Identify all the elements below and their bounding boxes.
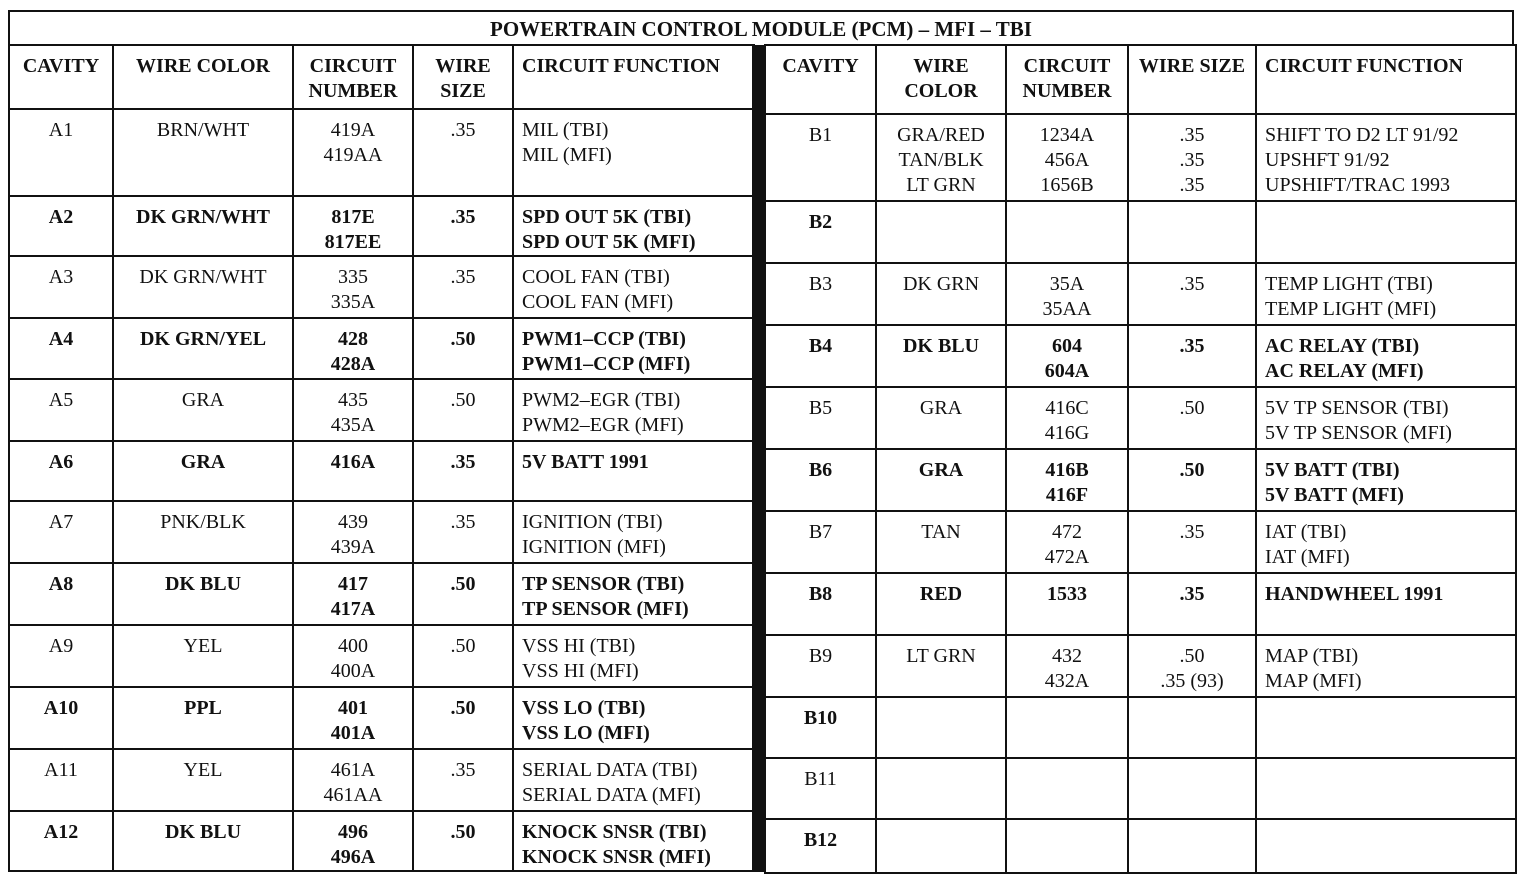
cavity-cell: A7 bbox=[9, 501, 113, 563]
header-circuit-function: CIRCUIT FUNCTION bbox=[1256, 45, 1516, 114]
circuit-number-value: 419AA bbox=[323, 144, 383, 166]
wire-size-cell bbox=[413, 196, 513, 256]
wire-size-value: .50 bbox=[450, 821, 476, 843]
wire-size-cell bbox=[413, 318, 513, 379]
circuit-number-value: 416A bbox=[330, 451, 376, 473]
wire-color-value: PNK/BLK bbox=[160, 511, 246, 533]
wire-size-value: .50 bbox=[1179, 645, 1205, 667]
circuit-number-value: 472A bbox=[1044, 546, 1090, 568]
wire-size-value: .35 bbox=[450, 451, 476, 473]
wire-color-value: GRA bbox=[180, 451, 226, 473]
circuit-number-value: 417 bbox=[338, 573, 368, 595]
cavity-cell: A11 bbox=[9, 749, 113, 811]
table-row bbox=[765, 511, 1516, 573]
circuit-number-value: 35AA bbox=[1042, 298, 1092, 320]
circuit-number-value: 419A bbox=[330, 119, 376, 141]
wire-color-cell bbox=[876, 325, 1006, 387]
wire-color-cell bbox=[876, 449, 1006, 511]
cavity-cell: B7 bbox=[765, 511, 876, 573]
header-cavity: CAVITY bbox=[765, 45, 876, 114]
circuit-function-value: IAT (TBI) bbox=[1265, 521, 1347, 543]
wire-color-cell bbox=[113, 109, 293, 196]
table-row bbox=[9, 563, 754, 625]
wire-size-cell bbox=[413, 687, 513, 749]
circuit-number-value: 417A bbox=[330, 598, 376, 620]
circuit-function-value: TEMP LIGHT (TBI) bbox=[1265, 273, 1433, 295]
circuit-function-value: MIL (MFI) bbox=[522, 144, 612, 166]
circuit-number-value: 1656B bbox=[1040, 174, 1094, 196]
circuit-function-value: AC RELAY (MFI) bbox=[1265, 360, 1424, 382]
circuit-number-value: 439A bbox=[330, 536, 376, 558]
circuit-number-cell bbox=[293, 811, 413, 871]
wire-color-cell bbox=[113, 441, 293, 501]
circuit-function-cell bbox=[1256, 635, 1516, 697]
table-row bbox=[765, 449, 1516, 511]
table-row bbox=[9, 811, 754, 871]
wire-size-cell bbox=[413, 811, 513, 871]
wire-size-value: .35 (93) bbox=[1160, 670, 1224, 692]
circuit-number-cell bbox=[1006, 635, 1128, 697]
wire-size-cell bbox=[413, 256, 513, 318]
circuit-number-value: 461A bbox=[330, 759, 376, 781]
cavity-cell: A2 bbox=[9, 196, 113, 256]
circuit-number-value: 604A bbox=[1044, 360, 1090, 382]
circuit-function-cell bbox=[513, 811, 754, 871]
circuit-function-value: SERIAL DATA (TBI) bbox=[522, 759, 698, 781]
circuit-function-cell bbox=[513, 379, 754, 441]
wire-size-cell bbox=[1128, 697, 1256, 758]
table-row bbox=[9, 109, 754, 196]
circuit-number-value: 435 bbox=[338, 389, 368, 411]
circuit-number-cell bbox=[293, 318, 413, 379]
wire-size-value: .35 bbox=[1179, 521, 1205, 543]
circuit-number-value: 604 bbox=[1052, 335, 1082, 357]
circuit-number-cell bbox=[293, 379, 413, 441]
circuit-function-value: PWM1–CCP (TBI) bbox=[522, 328, 686, 350]
wire-size-value: .35 bbox=[1179, 174, 1205, 196]
cavity-cell: A9 bbox=[9, 625, 113, 687]
circuit-number-cell bbox=[293, 687, 413, 749]
wire-size-cell bbox=[1128, 325, 1256, 387]
header-cavity: CAVITY bbox=[9, 45, 113, 109]
circuit-number-cell bbox=[1006, 263, 1128, 325]
circuit-function-cell bbox=[513, 256, 754, 318]
wire-size-cell bbox=[413, 441, 513, 501]
table-row bbox=[9, 379, 754, 441]
circuit-function-value: SPD OUT 5K (TBI) bbox=[522, 206, 692, 228]
wire-color-value: RED bbox=[919, 583, 963, 605]
wire-color-cell bbox=[113, 749, 293, 811]
wire-color-cell bbox=[113, 256, 293, 318]
circuit-function-value: MIL (TBI) bbox=[522, 119, 609, 141]
wire-size-value: .50 bbox=[450, 635, 476, 657]
wire-size-value: .50 bbox=[450, 389, 476, 411]
circuit-function-cell bbox=[1256, 573, 1516, 635]
circuit-function-value: SHIFT TO D2 LT 91/92 bbox=[1265, 124, 1459, 146]
circuit-number-cell bbox=[293, 501, 413, 563]
table-row bbox=[9, 441, 754, 501]
circuit-number-value: 416F bbox=[1045, 484, 1089, 506]
circuit-function-value: PWM1–CCP (MFI) bbox=[522, 353, 691, 375]
circuit-function-value: SPD OUT 5K (MFI) bbox=[522, 231, 696, 253]
table-row bbox=[765, 819, 1516, 873]
wire-size-cell bbox=[1128, 201, 1256, 263]
circuit-function-value: UPSHFT 91/92 bbox=[1265, 149, 1390, 171]
wire-color-value: DK GRN/WHT bbox=[139, 266, 267, 288]
wire-size-value: .50 bbox=[1179, 459, 1205, 481]
table-row bbox=[765, 114, 1516, 201]
circuit-function-value: PWM2–EGR (TBI) bbox=[522, 389, 681, 411]
circuit-function-value: VSS HI (MFI) bbox=[522, 660, 639, 682]
circuit-function-cell bbox=[1256, 114, 1516, 201]
circuit-function-value: TEMP LIGHT (MFI) bbox=[1265, 298, 1437, 320]
header-circuit-number: CIRCUIT NUMBER bbox=[293, 45, 413, 109]
circuit-number-value: 428 bbox=[338, 328, 368, 350]
wire-size-cell bbox=[1128, 635, 1256, 697]
circuit-number-value: 461AA bbox=[323, 784, 383, 806]
wire-size-value: .50 bbox=[450, 573, 476, 595]
circuit-number-cell bbox=[1006, 758, 1128, 819]
circuit-function-cell bbox=[1256, 819, 1516, 873]
wire-size-value: .35 bbox=[450, 266, 476, 288]
wire-size-value: .35 bbox=[450, 206, 476, 228]
wire-size-value: .50 bbox=[450, 697, 476, 719]
circuit-function-value: 5V BATT 1991 bbox=[522, 451, 649, 473]
circuit-number-value: 472 bbox=[1052, 521, 1082, 543]
circuit-function-cell bbox=[1256, 511, 1516, 573]
circuit-function-cell bbox=[513, 318, 754, 379]
circuit-number-value: 400A bbox=[330, 660, 376, 682]
circuit-function-value: IGNITION (TBI) bbox=[522, 511, 663, 533]
circuit-number-value: 432A bbox=[1044, 670, 1090, 692]
circuit-function-cell bbox=[513, 625, 754, 687]
circuit-function-value: IAT (MFI) bbox=[1265, 546, 1350, 568]
wire-color-cell bbox=[876, 114, 1006, 201]
wire-size-cell bbox=[1128, 511, 1256, 573]
wire-size-cell bbox=[1128, 387, 1256, 449]
wire-color-cell bbox=[113, 318, 293, 379]
wire-color-value: DK GRN bbox=[902, 273, 980, 295]
circuit-number-value: 416C bbox=[1045, 397, 1089, 419]
wire-size-cell bbox=[1128, 114, 1256, 201]
circuit-number-value: 401 bbox=[338, 697, 368, 719]
circuit-number-cell bbox=[293, 749, 413, 811]
cavity-cell: B11 bbox=[765, 758, 876, 819]
circuit-function-value: VSS HI (TBI) bbox=[522, 635, 636, 657]
circuit-number-value: 401A bbox=[330, 722, 376, 744]
wire-size-value: .50 bbox=[450, 328, 476, 350]
cavity-cell: B2 bbox=[765, 201, 876, 263]
circuit-number-cell bbox=[1006, 819, 1128, 873]
circuit-number-cell bbox=[293, 256, 413, 318]
circuit-function-cell bbox=[1256, 325, 1516, 387]
table-row bbox=[9, 196, 754, 256]
table-row bbox=[765, 697, 1516, 758]
circuit-function-value: COOL FAN (MFI) bbox=[522, 291, 674, 313]
cavity-cell: A8 bbox=[9, 563, 113, 625]
wire-color-value: YEL bbox=[183, 635, 223, 657]
circuit-number-value: 439 bbox=[338, 511, 368, 533]
wire-size-value: .35 bbox=[1179, 149, 1205, 171]
cavity-cell: A3 bbox=[9, 256, 113, 318]
table-row bbox=[765, 387, 1516, 449]
circuit-function-value: 5V BATT (TBI) bbox=[1265, 459, 1400, 481]
header-row bbox=[765, 45, 1516, 114]
header-row bbox=[9, 45, 754, 109]
table-row bbox=[9, 256, 754, 318]
circuit-number-cell bbox=[293, 109, 413, 196]
cavity-cell: B8 bbox=[765, 573, 876, 635]
circuit-function-value: HANDWHEEL 1991 bbox=[1265, 583, 1444, 605]
circuit-function-cell bbox=[1256, 201, 1516, 263]
wire-color-value: GRA bbox=[919, 397, 963, 419]
circuit-number-cell bbox=[293, 196, 413, 256]
circuit-function-cell bbox=[1256, 697, 1516, 758]
wire-color-cell bbox=[113, 501, 293, 563]
circuit-function-cell bbox=[513, 441, 754, 501]
circuit-function-cell bbox=[513, 109, 754, 196]
circuit-function-value: VSS LO (MFI) bbox=[522, 722, 650, 744]
wire-color-cell bbox=[876, 635, 1006, 697]
wire-color-cell bbox=[876, 758, 1006, 819]
circuit-number-cell bbox=[1006, 325, 1128, 387]
header-wire-size: WIRE SIZE bbox=[1128, 45, 1256, 114]
wire-color-cell bbox=[876, 573, 1006, 635]
table-row bbox=[765, 573, 1516, 635]
cavity-cell: B4 bbox=[765, 325, 876, 387]
circuit-function-value: COOL FAN (TBI) bbox=[522, 266, 670, 288]
circuit-function-value: MAP (TBI) bbox=[1265, 645, 1359, 667]
table-row bbox=[765, 201, 1516, 263]
wire-color-value: DK GRN/YEL bbox=[139, 328, 267, 350]
circuit-number-value: 1533 bbox=[1047, 583, 1087, 605]
cavity-cell: B10 bbox=[765, 697, 876, 758]
wire-color-value: GRA/RED bbox=[897, 124, 985, 146]
circuit-number-value: 496A bbox=[330, 846, 376, 868]
wire-size-cell bbox=[1128, 263, 1256, 325]
table-row bbox=[9, 749, 754, 811]
cavity-cell: B3 bbox=[765, 263, 876, 325]
wire-color-value: DK BLU bbox=[902, 335, 980, 357]
circuit-number-value: 428A bbox=[330, 353, 376, 375]
header-wire-size: WIRE SIZE bbox=[413, 45, 513, 109]
wire-size-cell bbox=[1128, 758, 1256, 819]
circuit-function-value: 5V TP SENSOR (MFI) bbox=[1265, 422, 1452, 444]
circuit-function-value: TP SENSOR (TBI) bbox=[522, 573, 685, 595]
table-row bbox=[9, 318, 754, 379]
cavity-cell: B12 bbox=[765, 819, 876, 873]
wire-color-value: LT GRN bbox=[906, 174, 976, 196]
wire-size-cell bbox=[413, 109, 513, 196]
wire-color-value: GRA bbox=[181, 389, 225, 411]
circuit-number-value: 435A bbox=[330, 414, 376, 436]
wire-color-cell bbox=[113, 687, 293, 749]
wire-size-value: .35 bbox=[1179, 583, 1205, 605]
wire-size-cell bbox=[1128, 449, 1256, 511]
circuit-number-value: 416B bbox=[1045, 459, 1089, 481]
circuit-function-value: KNOCK SNSR (TBI) bbox=[522, 821, 707, 843]
cavity-cell: B1 bbox=[765, 114, 876, 201]
table-title: POWERTRAIN CONTROL MODULE (PCM) – MFI – TBI bbox=[8, 10, 1514, 44]
wire-color-value: LT GRN bbox=[906, 645, 976, 667]
table-row bbox=[765, 325, 1516, 387]
cavity-cell: A10 bbox=[9, 687, 113, 749]
circuit-number-value: 35A bbox=[1049, 273, 1085, 295]
wire-color-cell bbox=[876, 201, 1006, 263]
circuit-number-value: 400 bbox=[338, 635, 368, 657]
wire-color-value: DK BLU bbox=[164, 573, 242, 595]
cavity-table-a bbox=[8, 44, 755, 872]
header-circuit-function: CIRCUIT FUNCTION bbox=[513, 45, 754, 109]
cavity-cell: A6 bbox=[9, 441, 113, 501]
circuit-function-value: MAP (MFI) bbox=[1265, 670, 1362, 692]
circuit-number-value: 456A bbox=[1044, 149, 1090, 171]
circuit-function-value: UPSHIFT/TRAC 1993 bbox=[1265, 174, 1451, 196]
circuit-function-value: VSS LO (TBI) bbox=[522, 697, 646, 719]
wire-size-cell bbox=[413, 749, 513, 811]
table-row bbox=[765, 758, 1516, 819]
circuit-number-cell bbox=[293, 441, 413, 501]
circuit-number-cell bbox=[293, 563, 413, 625]
circuit-number-cell bbox=[1006, 201, 1128, 263]
circuit-number-cell bbox=[1006, 114, 1128, 201]
circuit-function-value: SERIAL DATA (MFI) bbox=[522, 784, 701, 806]
header-wire-color: WIRE COLOR bbox=[113, 45, 293, 109]
circuit-function-value: KNOCK SNSR (MFI) bbox=[522, 846, 711, 868]
wire-size-cell bbox=[413, 563, 513, 625]
cavity-cell: A1 bbox=[9, 109, 113, 196]
wire-color-cell bbox=[876, 697, 1006, 758]
table-row bbox=[9, 687, 754, 749]
circuit-function-value: AC RELAY (TBI) bbox=[1265, 335, 1420, 357]
circuit-number-value: 817EE bbox=[324, 231, 382, 253]
cavity-cell: A4 bbox=[9, 318, 113, 379]
circuit-number-cell bbox=[1006, 449, 1128, 511]
circuit-function-cell bbox=[1256, 387, 1516, 449]
wire-size-value: .50 bbox=[1179, 397, 1205, 419]
circuit-function-cell bbox=[1256, 758, 1516, 819]
circuit-function-cell bbox=[513, 563, 754, 625]
circuit-function-cell bbox=[513, 749, 754, 811]
wire-size-value: .35 bbox=[450, 119, 476, 141]
circuit-number-value: 416G bbox=[1044, 422, 1090, 444]
circuit-number-value: 432 bbox=[1052, 645, 1082, 667]
wire-color-cell bbox=[876, 387, 1006, 449]
header-circuit-number: CIRCUIT NUMBER bbox=[1006, 45, 1128, 114]
wire-size-cell bbox=[413, 501, 513, 563]
circuit-number-value: 496 bbox=[338, 821, 368, 843]
wire-size-cell bbox=[1128, 819, 1256, 873]
cavity-table-b bbox=[764, 44, 1517, 874]
wire-color-value: TAN/BLK bbox=[898, 149, 984, 171]
wire-size-cell bbox=[413, 379, 513, 441]
wire-size-value: .35 bbox=[1179, 273, 1205, 295]
table-row bbox=[9, 501, 754, 563]
circuit-function-value: 5V BATT (MFI) bbox=[1265, 484, 1404, 506]
wire-color-cell bbox=[113, 563, 293, 625]
wire-size-value: .35 bbox=[450, 759, 476, 781]
wire-size-value: .35 bbox=[1179, 335, 1205, 357]
wire-color-cell bbox=[113, 811, 293, 871]
wire-color-value: GRA bbox=[918, 459, 964, 481]
circuit-number-cell bbox=[1006, 511, 1128, 573]
wire-color-cell bbox=[113, 625, 293, 687]
cavity-cell: B5 bbox=[765, 387, 876, 449]
cavity-cell: B6 bbox=[765, 449, 876, 511]
circuit-function-value: TP SENSOR (MFI) bbox=[522, 598, 689, 620]
wire-color-value: PPL bbox=[184, 697, 222, 719]
circuit-function-cell bbox=[1256, 449, 1516, 511]
header-wire-color: WIRE COLOR bbox=[876, 45, 1006, 114]
wire-size-cell bbox=[1128, 573, 1256, 635]
wire-color-cell bbox=[113, 379, 293, 441]
circuit-function-value: 5V TP SENSOR (TBI) bbox=[1265, 397, 1449, 419]
wire-color-cell bbox=[876, 511, 1006, 573]
wire-size-value: .35 bbox=[450, 511, 476, 533]
wire-color-cell bbox=[876, 263, 1006, 325]
circuit-number-value: 817E bbox=[331, 206, 375, 228]
wire-color-value: DK BLU bbox=[164, 821, 242, 843]
circuit-number-value: 335A bbox=[330, 291, 376, 313]
cavity-cell: A12 bbox=[9, 811, 113, 871]
circuit-number-cell bbox=[1006, 387, 1128, 449]
circuit-number-cell bbox=[1006, 573, 1128, 635]
circuit-function-value: PWM2–EGR (MFI) bbox=[522, 414, 684, 436]
wire-color-value: DK GRN/WHT bbox=[136, 206, 270, 228]
wire-color-cell bbox=[876, 819, 1006, 873]
wire-color-cell bbox=[113, 196, 293, 256]
circuit-function-cell bbox=[513, 687, 754, 749]
circuit-number-value: 1234A bbox=[1039, 124, 1095, 146]
wire-color-value: BRN/WHT bbox=[156, 119, 250, 141]
wire-color-value: TAN bbox=[921, 521, 961, 543]
circuit-number-cell bbox=[1006, 697, 1128, 758]
table-row bbox=[9, 625, 754, 687]
wire-size-cell bbox=[413, 625, 513, 687]
circuit-number-value: 335 bbox=[338, 266, 368, 288]
table-row bbox=[765, 635, 1516, 697]
wire-color-value: YEL bbox=[183, 759, 223, 781]
circuit-function-cell bbox=[513, 501, 754, 563]
table-row bbox=[765, 263, 1516, 325]
circuit-function-cell bbox=[513, 196, 754, 256]
cavity-cell: A5 bbox=[9, 379, 113, 441]
circuit-function-cell bbox=[1256, 263, 1516, 325]
circuit-function-value: IGNITION (MFI) bbox=[522, 536, 666, 558]
wire-size-value: .35 bbox=[1179, 124, 1205, 146]
cavity-cell: B9 bbox=[765, 635, 876, 697]
circuit-number-cell bbox=[293, 625, 413, 687]
